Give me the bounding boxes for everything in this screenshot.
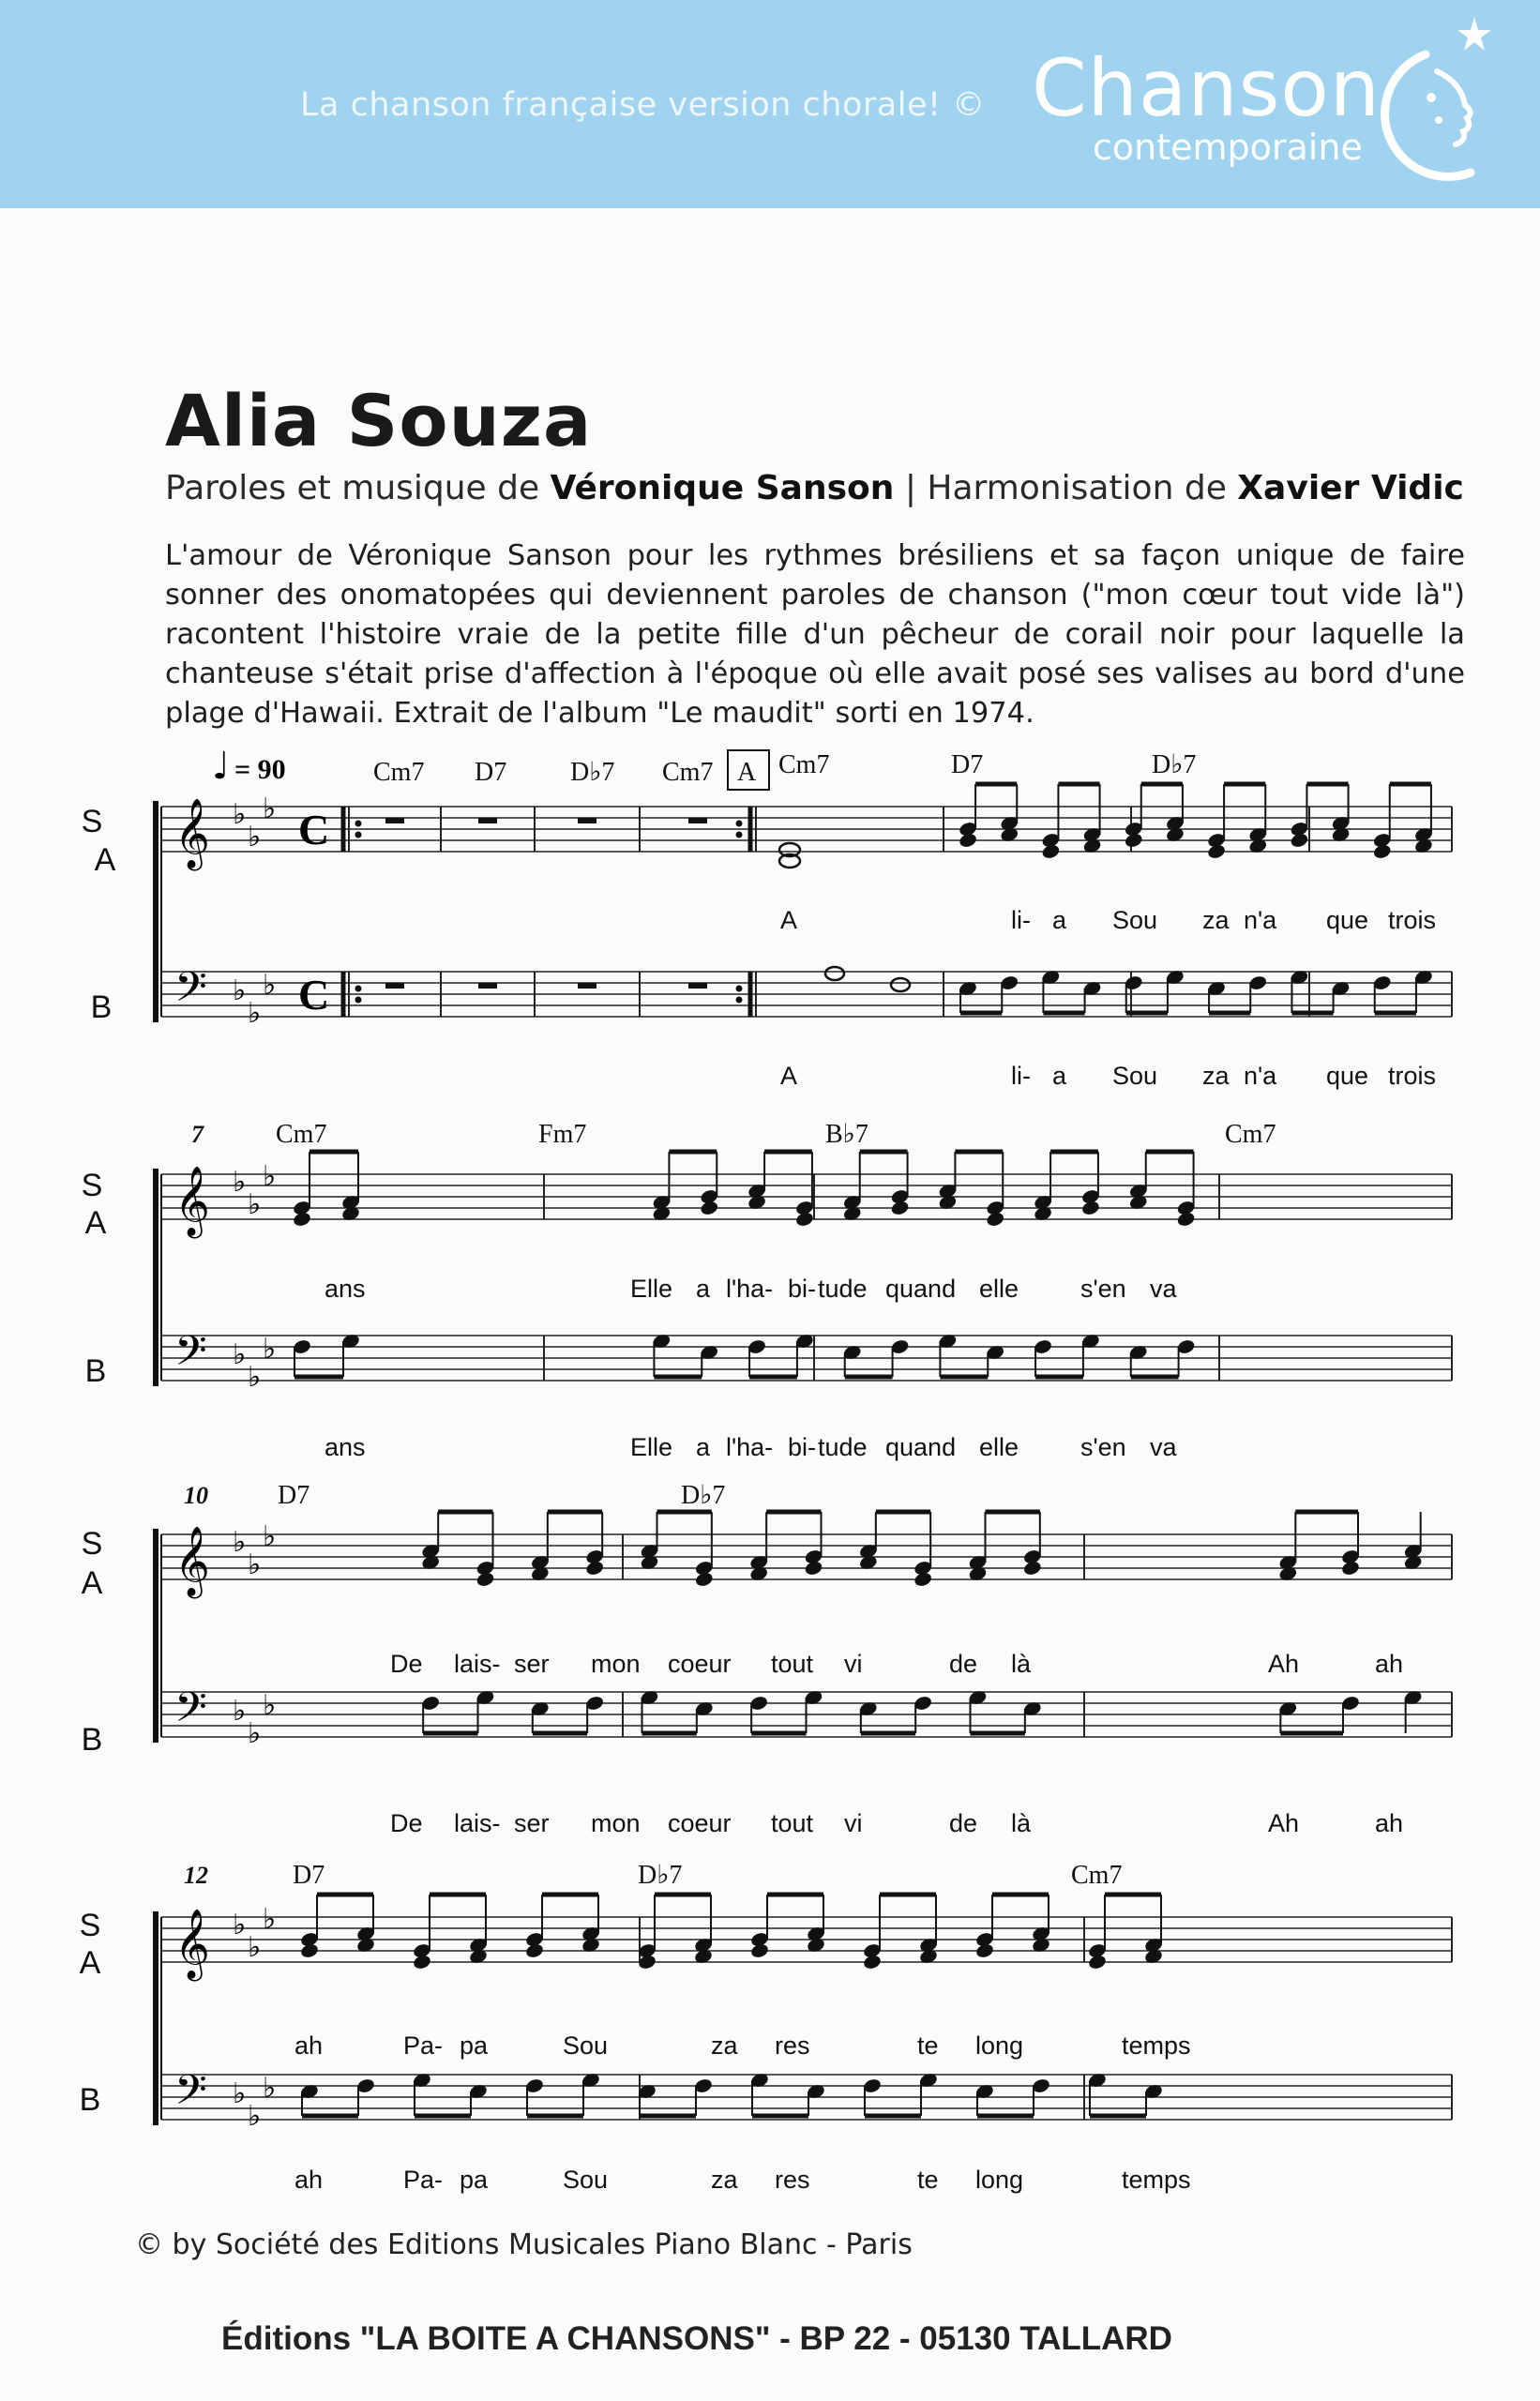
note-head [794,1211,814,1228]
lyrics-line [294,2166,1191,2194]
note-head [913,1571,932,1588]
flat-sign-icon: ♭ [248,2100,262,2133]
credits-arrangement-prefix: Harmonisation de [927,469,1227,507]
bass-clef-icon: 𝄢 [174,1326,207,1385]
chord-symbol: Cm7 [1071,1861,1123,1890]
lyric-syllable: tout [771,1650,814,1678]
lyrics-line [325,1433,1178,1461]
treble-clef-icon: 𝄞 [174,1167,210,1236]
whole-rest [578,983,596,989]
voice-label-b: B [84,1353,107,1389]
flat-sign-icon: ♭ [233,1166,247,1199]
lyric-syllable: pa [460,2166,489,2194]
voice-label-b: B [79,2082,101,2118]
chord-symbol: D7 [278,1481,310,1510]
lyric-syllable: a [1052,1062,1067,1090]
flat-sign-icon: ♭ [233,1695,247,1728]
lyrics-line [325,1275,1178,1303]
flat-sign-icon: ♭ [233,798,247,831]
lyric-syllable: là [1011,1809,1032,1837]
lyric-syllable: tout [771,1809,814,1837]
flat-sign-icon: ♭ [248,1548,262,1581]
note-head [986,1211,1005,1228]
lyric-syllable: mon [591,1650,641,1678]
lyric-syllable: Ah [1268,1809,1300,1837]
note-head [749,1942,769,1959]
flat-sign-icon: ♭ [248,821,262,853]
lyric-syllable: za [711,2031,738,2060]
note-head [974,1942,994,1959]
lyric-syllable: De [390,1809,423,1837]
lyric-syllable: ser [514,1809,550,1837]
treble-clef-icon: 𝄞 [174,1910,210,1979]
chord-symbol: Cm7 [1225,1120,1276,1149]
repeat-dot [355,997,362,1004]
flat-sign-icon: ♭ [248,1361,262,1394]
repeat-dot [736,832,743,838]
publisher-line: Éditions "LA BOITE A CHANSONS" - BP 22 - 05130 TALLARD [221,2320,1172,2357]
flat-sign-icon: ♭ [248,997,262,1030]
note-head [958,832,977,849]
lyric-syllable: long [975,2031,1024,2060]
whole-rest [385,818,404,823]
lyric-syllable: trois [1388,1062,1437,1090]
lyric-syllable: bi- [788,1275,817,1303]
lyrics-line [390,1650,1403,1678]
note-head [891,978,910,991]
chord-symbol: Fm7 [538,1120,587,1149]
lyric-syllable: a [696,1275,711,1303]
chord-symbol: D♭7 [638,1861,683,1890]
lyrics-line [390,1809,1403,1837]
whole-rest [688,818,707,823]
tempo-value: = 90 [234,754,286,785]
note-head [1372,843,1392,860]
flat-sign-icon: ♭ [233,1526,247,1559]
note-head [1124,832,1143,849]
lyric-syllable: de [949,1650,978,1678]
lyric-syllable: ah [294,2031,324,2060]
bass-clef-icon: 𝄢 [174,2065,207,2124]
whole-rest [688,983,707,989]
lyric-syllable: res [775,2031,810,2060]
lyric-syllable: za [1202,1062,1230,1090]
whole-rest [478,983,497,989]
lyric-syllable: long [975,2166,1024,2194]
lyric-syllable: Ah [1268,1650,1300,1678]
note-head [890,1200,910,1216]
lyric-syllable: temps [1122,2166,1191,2194]
chord-symbol: D7 [951,750,984,779]
lyric-syllable: ans [325,1275,366,1303]
flat-sign-icon: ♭ [263,1689,277,1722]
lyric-syllable: coeur [668,1809,732,1837]
repeat-dot [355,986,362,992]
lyric-syllable: elle [979,1433,1019,1461]
lyric-syllable: ser [514,1650,550,1678]
lyric-syllable: que [1326,1062,1369,1090]
note-head [584,1560,604,1577]
lyric-syllable: A [780,1062,798,1090]
lyric-syllable: elle [979,1275,1019,1303]
flat-sign-icon: ♭ [233,2077,247,2110]
lyric-syllable: de [949,1809,978,1837]
tempo-note-icon: ♩ [212,745,230,788]
lyric-syllable: a [1052,906,1067,934]
lyric-syllable: l'ha- [726,1433,774,1461]
whole-rest [578,818,596,823]
lyric-syllable: Sou [1112,906,1158,934]
staff-lines [156,801,1452,2125]
lyric-syllable: s'en [1080,1275,1126,1303]
lyric-syllable: tude [818,1275,868,1303]
lyric-syllable: Elle [630,1275,673,1303]
copyright-notice: © by Société des Editions Musicales Piano Blanc - Paris [135,2228,913,2261]
repeat-dot [736,986,743,992]
voice-label-s: S [81,1526,103,1562]
lyric-syllable: te [917,2031,939,2060]
lyric-syllable: za [711,2166,738,2194]
flat-sign-icon: ♭ [248,1188,262,1221]
lyric-syllable: là [1011,1650,1032,1678]
treble-clef-icon: 𝄞 [174,799,210,868]
flat-sign-icon: ♭ [233,1909,247,1941]
composer-name: Véronique Sanson [550,469,895,507]
lyric-syllable: vi [844,1650,863,1678]
flat-sign-icon: ♭ [233,1338,247,1371]
whole-rest [478,818,497,823]
chord-symbol: D♭7 [1152,750,1197,779]
lyric-syllable: li- [1011,1062,1031,1090]
lyric-syllable: za [1202,906,1230,934]
flat-sign-icon: ♭ [248,1717,262,1750]
chord-symbol: Cm7 [276,1120,327,1149]
note-head [1087,1954,1107,1971]
lyric-syllable: ah [294,2166,324,2194]
lyric-syllable: temps [1122,2031,1191,2060]
lyric-syllable: Sou [1112,1062,1158,1090]
lyric-syllable: s'en [1080,1433,1126,1461]
lyric-syllable: lais- [454,1809,501,1837]
credits-music-prefix: Paroles et musique de [165,469,540,507]
flat-sign-icon: ♭ [263,1160,277,1193]
whole-rest [385,983,404,989]
lyric-syllable: tude [818,1433,868,1461]
repeat-dot [355,832,362,838]
lyrics-line [780,906,1436,934]
lyric-syllable: res [775,2166,810,2194]
bass-clef-icon: 𝄢 [174,1683,207,1742]
lyric-syllable: n'a [1244,906,1277,934]
voice-label-a: A [81,1565,103,1601]
note-head [1206,843,1226,860]
voice-label-s: S [79,1908,101,1943]
repeat-dot [355,821,362,827]
flat-sign-icon: ♭ [233,974,247,1007]
lyric-syllable: De [390,1650,423,1678]
note-head [1290,832,1309,849]
lyric-syllable: trois [1388,906,1437,934]
voice-label-a: A [79,1945,101,1981]
lyric-syllable: ah [1375,1809,1404,1837]
measure-number: 7 [191,1121,204,1148]
measure-number: 12 [184,1862,208,1889]
tagline: La chanson française version chorale! © [300,86,986,124]
lyric-syllable: va [1150,1275,1177,1303]
common-time-icon: C [298,971,330,1019]
voice-labels [80,804,116,2118]
repeat-dot [736,997,743,1004]
common-time-icon: C [298,806,330,853]
note-head [804,1560,823,1577]
flat-sign-icon: ♭ [263,793,277,825]
lyric-syllable: te [917,2166,939,2194]
chord-symbol: Cm7 [373,758,425,787]
flat-sign-icon: ♭ [263,1520,277,1553]
voice-label-a: A [84,1205,107,1241]
treble-clef-icon: 𝄞 [174,1527,210,1596]
lyric-syllable: ah [1375,1650,1404,1678]
lyric-syllable: A [780,906,798,934]
voice-label-s: S [81,804,103,839]
voice-label-a: A [94,842,116,878]
lyric-syllable: a [696,1433,711,1461]
note-head [476,1571,495,1588]
lyric-syllable: ans [325,1433,366,1461]
chord-symbol: B♭7 [825,1120,868,1149]
lyric-syllable: que [1326,906,1369,934]
note-head [292,1211,311,1228]
note-head [862,1954,882,1971]
chord-symbol: D♭7 [681,1481,726,1510]
measure-number: 10 [184,1482,208,1509]
lyric-syllable: coeur [668,1650,732,1678]
brand-subtitle: contemporaine [1093,127,1363,168]
lyric-syllable: Sou [563,2166,609,2194]
song-description: L'amour de Véronique Sanson pour les rythmes brésiliens et sa façon unique de faire sonner des onomatopées qui deviennent paroles de chanson ("mon cœur tout vide là") racontent l'histoire vraie de la petite fille d'un pêcheur de corail noir pour laquelle la chanteuse s'était prise d'affection à l'époque où elle avait posé ses valises au bord d'une plage d'Hawaii. Extrait de l'album "Le maudit" sorti en 1974. [165,539,1465,730]
note-head [825,967,844,980]
note-head [1022,1560,1042,1577]
chord-symbol: Cm7 [778,750,830,779]
note-head [1080,1200,1100,1216]
lyric-syllable: li- [1011,906,1031,934]
note-head [1340,1560,1360,1577]
flat-sign-icon: ♭ [263,1333,277,1366]
lyric-syllable: vi [844,1809,863,1837]
credits-separator: | [904,469,916,507]
flat-sign-icon: ♭ [263,969,277,1002]
flat-sign-icon: ♭ [263,2072,277,2105]
voice-label-b: B [81,1722,103,1758]
chord-symbol: D7 [475,758,507,787]
arranger-name: Xavier Vidic [1237,469,1464,507]
flat-sign-icon: ♭ [263,1903,277,1936]
lyric-syllable: va [1150,1433,1177,1461]
brand-name: Chanson [1032,42,1381,134]
note-head [524,1942,544,1959]
note-head [299,1942,319,1959]
voice-label-b: B [90,989,113,1025]
lyric-syllable: quand [885,1433,957,1461]
lyric-syllable: Elle [630,1433,673,1461]
lyric-syllable: Sou [563,2031,609,2060]
lyric-syllable: pa [460,2031,489,2060]
repeat-dot [736,821,743,827]
lyric-syllable: bi- [788,1433,817,1461]
lyrics-line [294,2031,1191,2060]
note-head [1176,1211,1196,1228]
lyric-syllable: mon [591,1809,641,1837]
note-head [412,1954,431,1971]
lyric-syllable: Pa- [403,2031,444,2060]
chord-symbol: D♭7 [570,758,615,787]
lyric-syllable: lais- [454,1650,501,1678]
note-head [694,1571,714,1588]
note-head [1041,843,1061,860]
chord-symbol: D7 [293,1861,325,1890]
lyric-syllable: n'a [1244,1062,1277,1090]
flat-sign-icon: ♭ [248,1931,262,1964]
chord-symbol: Cm7 [662,758,714,787]
lyrics-line [780,1062,1436,1090]
lyric-syllable: l'ha- [726,1275,774,1303]
song-title: Alia Souza [165,379,593,462]
bass-clef-icon: 𝄢 [174,962,207,1021]
lyric-syllable: quand [885,1275,957,1303]
voice-label-s: S [81,1168,103,1203]
note-head [700,1200,719,1216]
rehearsal-mark: A [737,758,757,787]
lyric-syllable: Pa- [403,2166,444,2194]
